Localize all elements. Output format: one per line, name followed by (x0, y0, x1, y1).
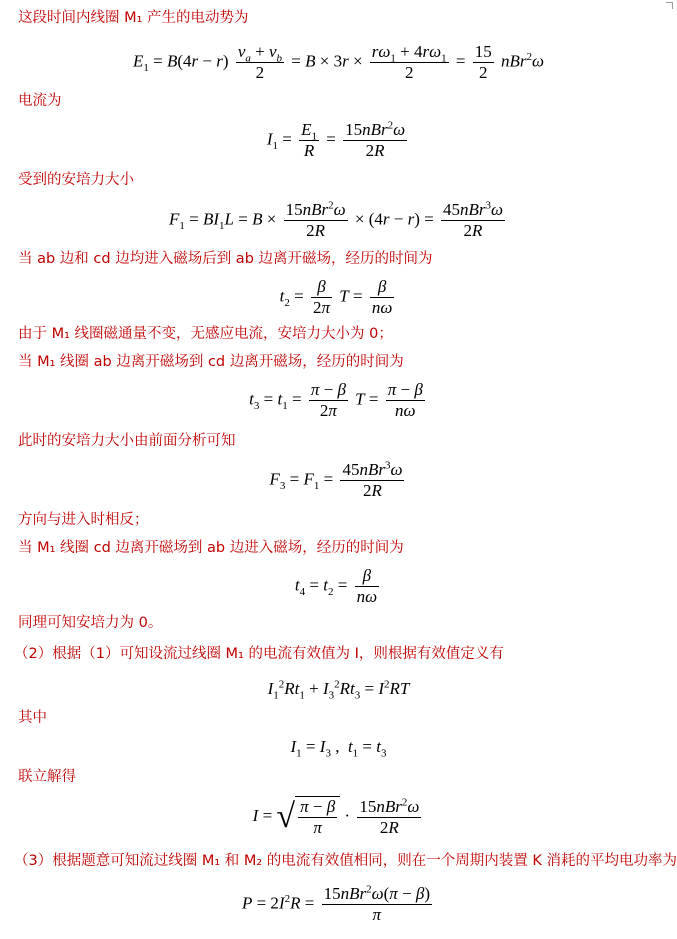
text-l2: 电流为 (18, 93, 62, 109)
equation-e1: $E_1 = B(4r - r)$ $\frac{v_a + v_b}{2}$ = B × 3r × $\frac{r\omega_1 + 4r\omega_1}{2}$ = $\frac{15}{2}$ nBr$^2$ω (133, 42, 544, 82)
text-line-5 (18, 325, 393, 343)
equation-effective-value: $I_1^2Rt_1 + I_3^2Rt_3 = I^2RT$ (267, 678, 410, 702)
equation-t2: $t_2$ = $\frac{\beta}{2\pi}$ T = $\frac{\beta}{n\omega}$ (279, 277, 393, 317)
text-l11: （2）根据（1）可知设流过线圈 M₁ 的电流有效值为 I，则根据有效值定义有 (14, 646, 504, 662)
text-line-9 (18, 539, 404, 557)
equation-i: I = √ $\frac{\pi - \beta}{\pi}$ · $\frac{15nBr^2\omega}{2R}$ (252, 795, 420, 837)
text-l10: 同理可知安培力为 0。 (18, 615, 163, 631)
text-l12: 其中 (18, 710, 47, 726)
text-line-3 (18, 171, 134, 189)
equation-t4: $t_4 = t_2$ = $\frac{\beta}{n\omega}$ (294, 566, 378, 606)
text-line-4 (18, 250, 433, 268)
text-line-14 (14, 852, 677, 870)
equation-i1: $I_1$ = $\frac{E_1}{R}$ = $\frac{15nBr^2\omega}{2R}$ (266, 119, 406, 160)
text-line-8 (18, 511, 149, 529)
text-l5: 由于 M₁ 线圈磁通量不变，无感应电流，安培力大小为 0； (18, 326, 393, 342)
text-line-13 (18, 768, 76, 786)
equation-f1: $F_1 = BI_1L = B$ × $\frac{15nBr^2\omega}{2R}$ × (4r − r) = $\frac{45nBr^3\omega}{2R}$ (169, 199, 503, 240)
text-l9: 当 M₁ 线圈 cd 边离开磁场到 ab 边进入磁场，经历的时间为 (18, 540, 404, 556)
equation-equalities: $I_1 = I_3$ , $t_1 = t_3$ (290, 737, 387, 760)
text-l13: 联立解得 (18, 769, 76, 785)
text-l6: 当 M₁ 线圈 ab 边离开磁场到 cd 边离开磁场，经历的时间为 (18, 354, 404, 370)
text-l14: （3）根据题意可知流过线圈 M₁ 和 M₂ 的电流有效值相同，则在一个周期内装置 K 消耗的平均电功率为 (14, 853, 677, 869)
text-line-2 (18, 92, 62, 110)
text-line-6 (18, 353, 404, 371)
text-line-10 (18, 614, 162, 632)
text-l7: 此时的安培力大小由前面分析可知 (18, 433, 236, 449)
text-l1: 这段时间内线圈 M₁ 产生的电动势为 (18, 10, 249, 26)
text-l8: 方向与进入时相反； (18, 512, 149, 528)
equation-f3: $F_3 = F_1$ = $\frac{45nBr^3\omega}{2R}$ (269, 459, 403, 500)
text-line-12 (18, 709, 47, 727)
text-l4: 当 ab 边和 cd 边均进入磁场后到 ab 边离开磁场，经历的时间为 (18, 251, 433, 267)
equation-p: $P = 2I^2R$ = $\frac{15nBr^2\omega(\pi - \beta)}{\pi}$ (241, 883, 431, 924)
text-line-11 (14, 645, 504, 663)
page-corner-mark (666, 2, 673, 9)
equation-t3: $t_3 = t_1$ = $\frac{\pi - \beta}{2\pi}$ T = $\frac{\pi - \beta}{n\omega}$ (249, 380, 423, 420)
text-l3: 受到的安培力大小 (18, 172, 134, 188)
text-line-1 (18, 9, 249, 27)
text-line-7 (18, 432, 236, 450)
